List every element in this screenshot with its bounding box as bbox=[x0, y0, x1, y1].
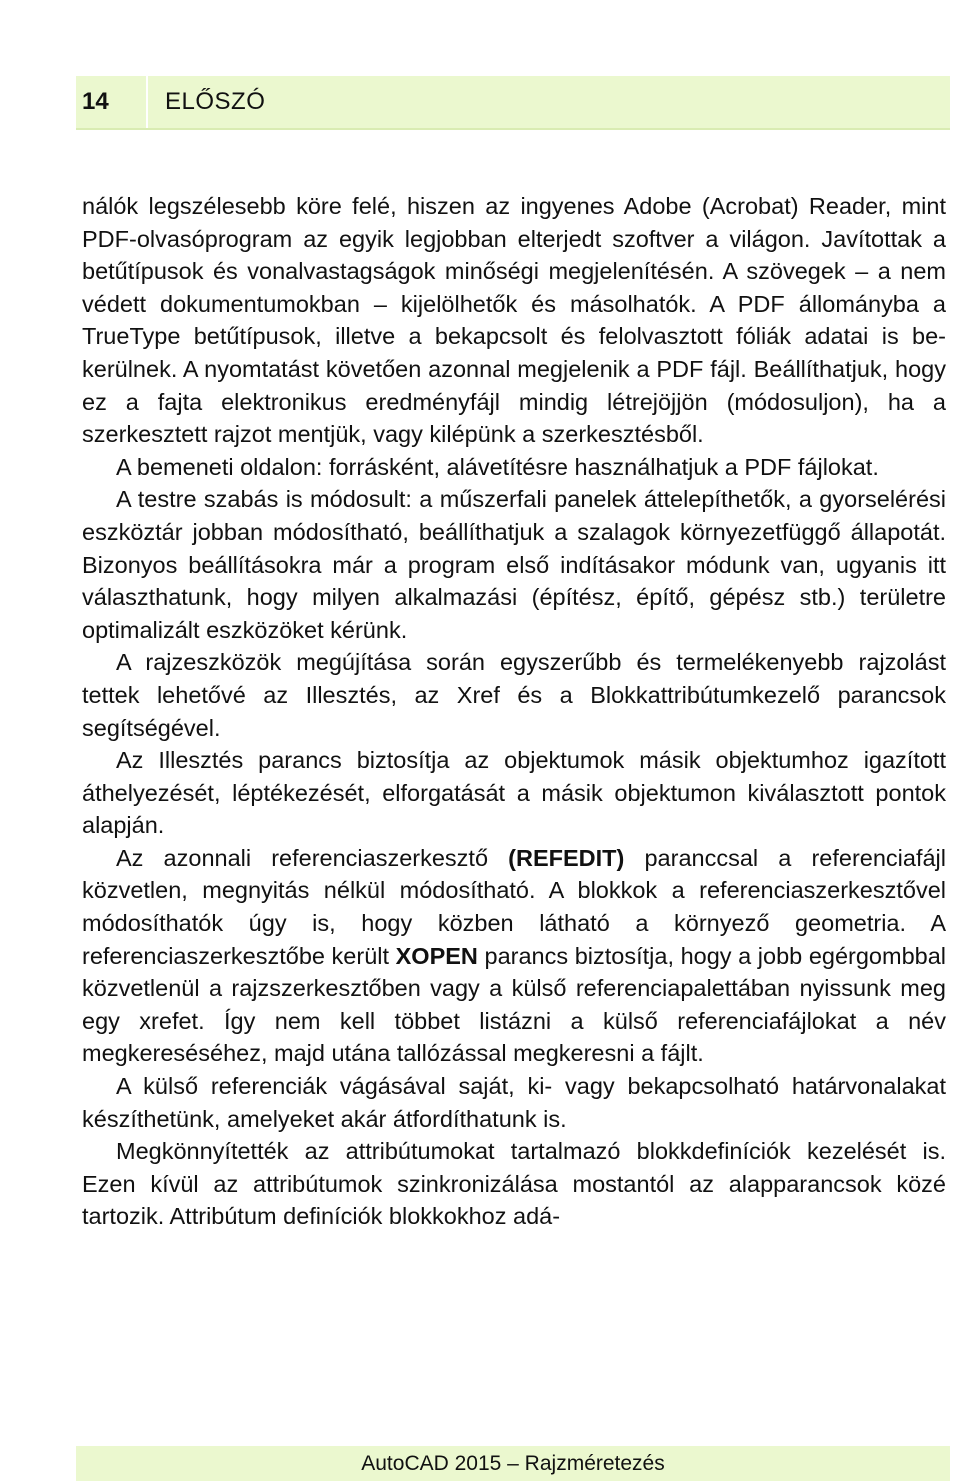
paragraph-6-part-1: Az azonnali referenciaszerkesztő bbox=[116, 844, 509, 871]
paragraph-1: nálók legszélesebb köre felé, hiszen az ingyenes Adobe (Acrobat) Reader, mint PDF-olvasóprogram az egyik legjobban elterjedt szoftver a világon. Javítottak a betűtípusok és vonalvastagságok minőségi megjelenítésén. A szövegek – a nem védett dokumentumokban – kijelölhetők és másolhatók. A PDF állományba a TrueType betűtípusok, illetve a bekapcsolt és felolvasztott fóliák adatai is bekerülnek. A nyomtatást követően azonnal megjelenik a PDF fájl. Beállíthatjuk, hogy ez a fajta elektronikus eredményfájl mindig létrejöjjön (módosuljon), ha a szerkesztett rajzot mentjük, vagy kilépünk a szerkesztésből. bbox=[82, 193, 946, 448]
paragraph-2: A bemeneti oldalon: forrásként, alávetítésre használhatjuk a PDF fájlokat. bbox=[116, 453, 879, 480]
refedit-command: (REFEDIT) bbox=[508, 844, 625, 871]
paragraph-6 bbox=[82, 842, 946, 1070]
page-footer bbox=[76, 1446, 950, 1481]
paragraph-5: Az Illesztés parancs biztosítja az objektumok másik objektumhoz igazított áthelyezését, léptékezését, elforgatását a másik objektumon kiválasztott pontok alapján. bbox=[82, 747, 946, 839]
header-divider bbox=[146, 76, 148, 128]
body-text bbox=[82, 190, 946, 1233]
xopen-command: XOPEN bbox=[395, 942, 478, 969]
book-title: AutoCAD 2015 – Rajzméretezés bbox=[361, 1452, 665, 1475]
page-number: 14 bbox=[82, 88, 109, 115]
paragraph-6-part-2: paranccsal a referenciafájl közvetlen, megnyitás nélkül módosítható. A blokkok a referenciaszerkesztővel módosíthatók úgy is, hogy közben látható a környező geometria. A referenciaszerkesztőbe került bbox=[82, 844, 946, 969]
paragraph-3: A testre szabás is módosult: a műszerfali panelek áttelepíthetők, a gyorselérési eszköztár jobban módosítható, beállíthatjuk a szalagok környezetfüggő állapotát. Bizonyos beállításokra már a program első indításakor módunk van, ugyanis itt választhatunk, hogy milyen alkalmazási (építész, építő, gépész stb.) területre optimalizált eszközöket kérünk. bbox=[82, 486, 946, 643]
paragraph-4: A rajzeszközök megújítása során egyszerűbb és termelékenyebb rajzolást tettek lehetővé az Illesztés, az Xref és a Blokkattribútumkezelő parancsok segítségével. bbox=[82, 649, 946, 741]
page-header bbox=[76, 76, 950, 130]
paragraph-7: A külső referenciák vágásával saját, ki- vagy bekapcsolható határvonalakat készíthetünk, amelyeket akár átfordíthatunk is. bbox=[82, 1073, 946, 1132]
paragraph-6-part-3: parancs biztosítja, hogy a jobb egérgombbal közvetlenül a rajzszerkesztőben vagy a külső referenciapalettában nyissunk meg egy xrefet. Így nem kell többet listázni a külső referenciafájlokat a név megkereséséhez, majd utána tallózással megkeresni a fájlt. bbox=[82, 942, 946, 1067]
paragraph-8: Megkönnyítették az attribútumokat tartalmazó blokkdefiníciók kezelését is. Ezen kívül az attribútumok szinkronizálása mostantól az alapparancsok közé tartozik. Attribútum definíciók blokkokhoz adá- bbox=[82, 1138, 946, 1230]
section-title: ELŐSZÓ bbox=[165, 88, 266, 115]
